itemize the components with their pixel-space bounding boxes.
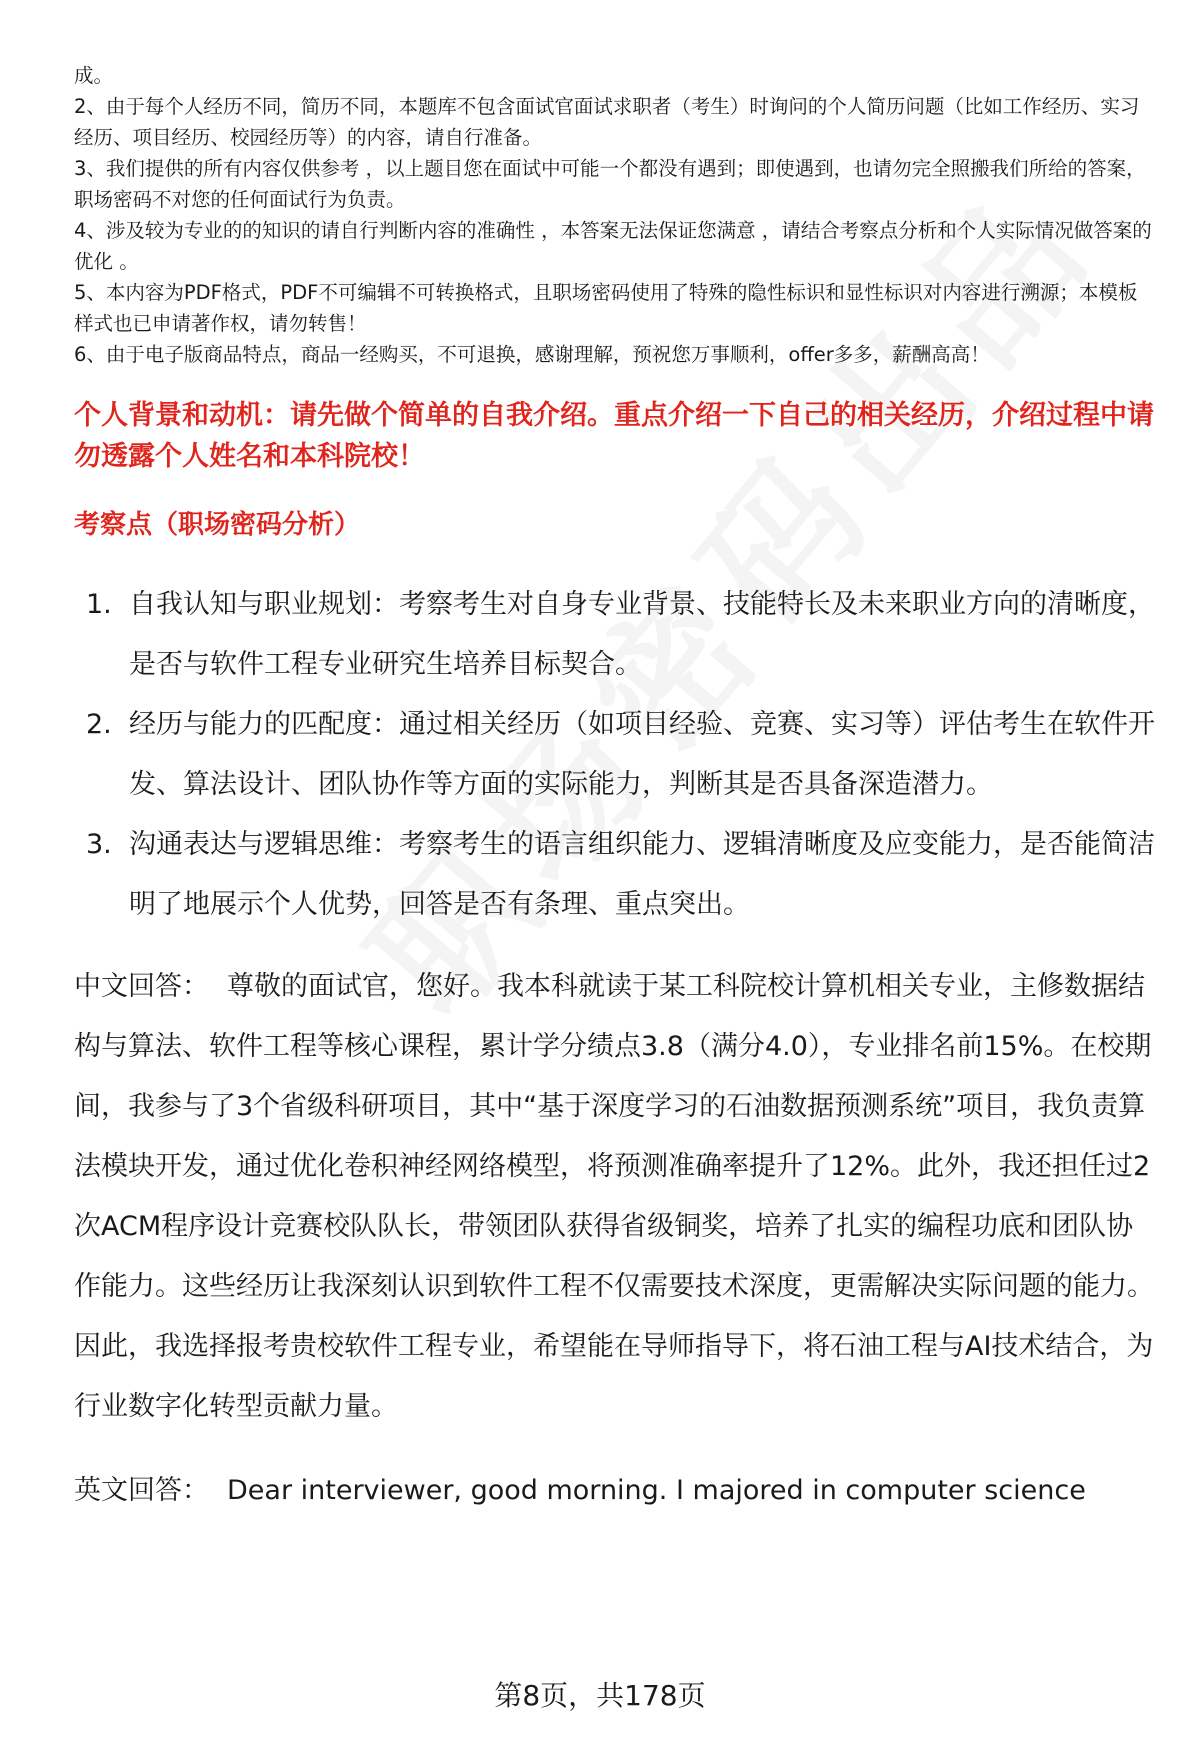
page-content bbox=[74, 60, 1156, 1521]
answer-english-label: 英文回答： bbox=[74, 1475, 209, 1506]
notes-list bbox=[74, 60, 1156, 370]
point-number: 3. bbox=[86, 829, 112, 860]
note-item: 6、由于电子版商品特点，商品一经购买，不可退换，感谢理解，预祝您万事顺利，offer多多，薪酬高高！ bbox=[74, 343, 990, 366]
answer-chinese-label: 中文回答： bbox=[74, 971, 209, 1002]
answer-chinese-text: 尊敬的面试官，您好。我本科就读于某工科院校计算机相关专业，主修数据结构与算法、软件工程等核心课程，累计学分绩点3.8（满分4.0），专业排名前15%。在校期间，我参与了3个省级科研项目，其中“基于深度学习的石油数据预测系统”项目，我负责算法模块开发，通过优化卷积神经网络模型，将预测准确率提升了12%。此外，我还担任过2次ACM程序设计竞赛校队队长，带领团队获得省级铜奖，培养了扎实的编程功底和团队协作能力。这些经历让我深刻认识到软件工程不仅需要技术深度，更需解决实际问题的能力。因此，我选择报考贵校软件工程专业，希望能在导师指导下，将石油工程与AI技术结合，为行业数字化转型贡献力量。 bbox=[74, 971, 1154, 1422]
analysis-point bbox=[74, 695, 1156, 815]
point-number: 2. bbox=[86, 709, 112, 740]
analysis-point bbox=[74, 815, 1156, 935]
point-text: 自我认知与职业规划：考察考生对自身专业背景、技能特长及未来职业方向的清晰度，是否与软件工程专业研究生培养目标契合。 bbox=[129, 589, 1155, 680]
question-heading: 个人背景和动机：请先做个简单的自我介绍。重点介绍一下自己的相关经历，介绍过程中请勿透露个人姓名和本科院校！ bbox=[74, 400, 1154, 472]
note-item: 5、本内容为PDF格式，PDF不可编辑不可转换格式，且职场密码使用了特殊的隐性标识和显性标识对内容进行溯源；本模板样式也已申请著作权，请勿转售！ bbox=[74, 281, 1138, 335]
answer-chinese bbox=[74, 957, 1156, 1437]
page-footer: 第8页，共178页 bbox=[494, 1679, 706, 1712]
point-number: 1. bbox=[86, 589, 112, 620]
note-item: 成。 bbox=[74, 64, 114, 87]
analysis-points bbox=[74, 575, 1156, 935]
point-text: 经历与能力的匹配度：通过相关经历（如项目经验、竞赛、实习等）评估考生在软件开发、算法设计、团队协作等方面的实际能力，判断其是否具备深造潜力。 bbox=[129, 709, 1155, 800]
point-text: 沟通表达与逻辑思维：考察考生的语言组织能力、逻辑清晰度及应变能力，是否能简洁明了地展示个人优势，回答是否有条理、重点突出。 bbox=[129, 829, 1155, 920]
note-item: 2、由于每个人经历不同，简历不同，本题库不包含面试官面试求职者（考生）时询问的个人简历问题（比如工作经历、实习经历、项目经历、校园经历等）的内容，请自行准备。 bbox=[74, 95, 1140, 149]
note-item: 4、涉及较为专业的的知识的请自行判断内容的准确性 ，本答案无法保证您满意 ，请结合考察点分析和个人实际情况做答案的优化 。 bbox=[74, 219, 1152, 273]
analysis-title: 考察点（职场密码分析） bbox=[74, 510, 361, 540]
answer-english-text: Dear interviewer, good morning. I majored in computer science bbox=[227, 1475, 1086, 1506]
note-item: 3、我们提供的所有内容仅供参考 ，以上题目您在面试中可能一个都没有遇到；即使遇到，也请勿完全照搬我们所给的答案，职场密码不对您的任何面试行为负责。 bbox=[74, 157, 1146, 211]
answer-english bbox=[74, 1461, 1156, 1521]
analysis-point bbox=[74, 575, 1156, 695]
